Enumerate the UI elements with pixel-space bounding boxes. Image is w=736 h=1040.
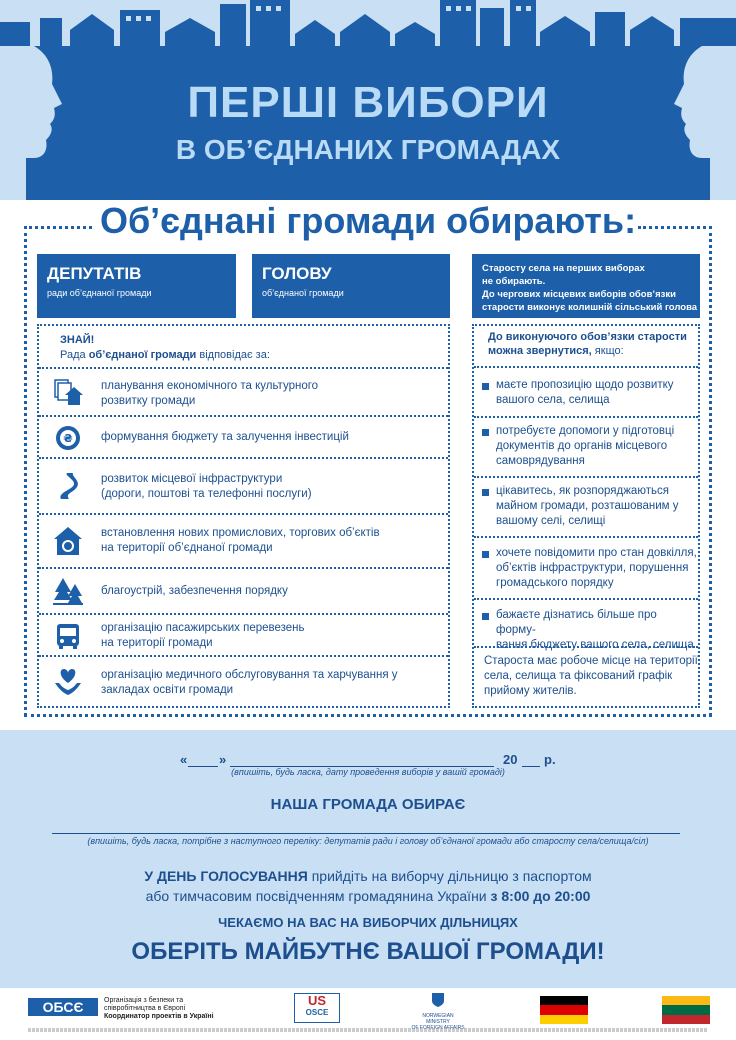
footer — [0, 988, 736, 1040]
documents-house-icon — [53, 377, 83, 407]
road-icon — [53, 471, 83, 501]
intro-bold: об’єднаної громади — [88, 349, 197, 361]
list-item — [474, 366, 698, 416]
us-logo-text: US — [307, 993, 327, 1008]
list-item — [39, 655, 448, 706]
chooses-heading: НАША ГРОМАДА ОБИРАЄ — [270, 796, 466, 813]
deputies-subtitle: ради об’єднаної громади — [47, 288, 152, 298]
bullet-icon — [482, 551, 489, 558]
list-item — [474, 416, 698, 476]
vote-text: прийдіть на виборчу дільницю з паспортом — [307, 868, 592, 884]
list-item-text: маєте пропозицію щодо розвитку — [496, 379, 674, 391]
date-close-quote: » — [219, 752, 227, 767]
divider — [24, 714, 712, 717]
germany-flag — [540, 996, 588, 1024]
us-osce-logo — [294, 993, 340, 1023]
list-item-text: організацію медичного обслуговування та харчування у — [101, 669, 398, 681]
bullet-icon — [482, 489, 489, 496]
head-subtitle: об’єднаної громади — [262, 288, 344, 298]
divider — [709, 226, 712, 716]
list-item-text: закладах освіти громади — [101, 684, 234, 696]
know-label: ЗНАЙ! — [60, 334, 95, 346]
list-item-text: бажаєте дізнатись більше про форму- — [496, 609, 657, 636]
bus-icon — [53, 621, 83, 651]
footer-fineprint — [28, 1028, 708, 1032]
list-item-text: об’єктів інфраструктури, порушення — [496, 562, 689, 574]
year-prefix: 20 — [503, 752, 518, 767]
lithuania-flag — [662, 996, 710, 1024]
starosta-panel — [472, 324, 700, 708]
bottom-section — [0, 730, 736, 988]
starosta-intro — [488, 330, 687, 358]
list-item — [39, 567, 448, 613]
slogan: ОБЕРІТЬ МАЙБУТНЄ ВАШОЇ ГРОМАДИ! — [131, 938, 605, 965]
recycle-house-icon — [53, 526, 83, 556]
list-item-text: громадського порядку — [496, 577, 614, 589]
list-item-text: потребуєте допомоги у підготовці — [496, 425, 675, 437]
list-item — [39, 457, 448, 513]
list-item — [39, 513, 448, 567]
divider — [638, 226, 712, 229]
us-logo-sub: OSCE — [305, 1008, 329, 1017]
bullet-icon — [482, 429, 489, 436]
osce-line: Організація з безпеки та — [104, 997, 184, 1004]
list-item-text: (дороги, поштові та телефонні послуги) — [101, 488, 312, 500]
osce-line: Координатор проектів в Україні — [104, 1013, 214, 1020]
list-item-text: майном громади, розташованим у — [496, 500, 679, 512]
vote-text: або тимчасовим посвідченням громадянина України — [145, 888, 491, 904]
bullet-icon — [482, 383, 489, 390]
starosta-line: старости виконує колишній сільський голова — [482, 302, 698, 313]
council-intro — [60, 333, 270, 363]
intro-text: Рада — [60, 349, 89, 361]
city-skyline-icon — [0, 0, 736, 50]
divider — [24, 226, 92, 229]
osce-line: співробітництва в Європі — [104, 1005, 186, 1012]
list-item — [39, 415, 448, 457]
note-text: села, селища та фіксований графік — [484, 670, 673, 682]
list-item-text: розвитку громади — [101, 395, 196, 407]
list-item-text: вашого села, селища — [496, 394, 610, 406]
hryvnia-coin-icon — [53, 423, 83, 453]
list-item-text: документів до органів місцевого — [496, 440, 668, 452]
note-text: Староста має робоче місце на території — [484, 655, 698, 667]
vote-bold: У ДЕНЬ ГОЛОСУВАННЯ — [144, 868, 308, 884]
list-item — [474, 598, 698, 651]
osce-text — [104, 997, 214, 1021]
starosta-box — [472, 254, 700, 318]
svg-text:₴: ₴ — [63, 432, 73, 445]
date-open-quote: « — [180, 752, 188, 767]
norway-crest-icon — [431, 992, 445, 1008]
starosta-box-text — [482, 262, 697, 314]
list-item-text: організацію пасажирських перевезень — [101, 622, 305, 634]
trees-icon — [53, 576, 83, 606]
list-item-text: встановлення нових промислових, торгових об’єктів — [101, 527, 380, 539]
council-panel — [37, 324, 450, 708]
date-hint: (впишіть, будь ласка, дату проведення виборів у вашій громаді) — [231, 767, 505, 777]
deputies-box — [37, 254, 236, 318]
poster-title: ПЕРШІ ВИБОРИ — [187, 78, 549, 127]
head-title: ГОЛОВУ — [262, 264, 332, 283]
list-item — [474, 476, 698, 536]
waiting-text: ЧЕКАЄМО НА ВАС НА ВИБОРЧИХ ДІЛЬНИЦЯХ — [218, 915, 518, 930]
list-item-text: вашому селі, селищі — [496, 515, 606, 527]
vote-time: з 8:00 до 20:00 — [490, 888, 591, 904]
head-box — [252, 254, 450, 318]
year-suffix: р. — [544, 752, 556, 767]
header — [0, 0, 736, 200]
list-item-text: планування економічного та культурного — [101, 380, 319, 392]
list-item — [39, 613, 448, 655]
list-item — [39, 367, 448, 415]
list-item — [474, 536, 698, 598]
intro-text: якщо: — [591, 345, 624, 357]
list-item-text: на території об’єднаної громади — [101, 542, 273, 554]
list-item-text: самоврядування — [496, 455, 585, 467]
starosta-note — [474, 646, 698, 706]
list-item-text: формування бюджету та залучення інвестицій — [101, 431, 349, 443]
starosta-line: До чергових місцевих виборів обов’язки — [482, 289, 676, 300]
list-item-text: благоустрій, забезпечення порядку — [101, 585, 288, 597]
choice-field[interactable] — [52, 833, 680, 834]
starosta-line: не обирають. — [482, 276, 546, 287]
starosta-line: Старосту села на перших виборах — [482, 263, 645, 274]
norway-line: NORWEGIAN MINISTRY — [422, 1013, 454, 1025]
intro-text: відповідає за: — [196, 349, 270, 361]
section-title: Об’єднані громади обирають: — [99, 200, 637, 241]
list-item-text: хочете повідомити про стан довкілля, — [496, 547, 697, 559]
choice-hint: (впишіть, будь ласка, потрібне з наступного переліку: депутатів ради і голову об’єднаної громади або старосту села/селища/сіл) — [87, 836, 649, 846]
intro-bold: До виконуючого обов’язки старости — [488, 331, 687, 343]
poster-subtitle: В ОБ’ЄДНАНИХ ГРОМАДАХ — [175, 134, 561, 165]
osce-logo: ОБСЄ — [28, 998, 98, 1016]
deputies-title: ДЕПУТАТІВ — [47, 264, 142, 283]
heart-hands-icon — [53, 667, 83, 697]
norway-logo — [410, 992, 466, 1031]
list-item-text: цікавитесь, як розпоряджаються — [496, 485, 669, 497]
list-item-text: розвиток місцевої інфраструктури — [101, 473, 283, 485]
voting-instructions — [0, 866, 736, 906]
list-item-text: вання бюджету вашого села, селища — [496, 639, 694, 651]
bullet-icon — [482, 613, 489, 620]
list-item-text: на території громади — [101, 637, 213, 649]
intro-bold: можна звернутися, — [488, 345, 592, 357]
divider — [24, 226, 27, 716]
note-text: прийому жителів. — [484, 685, 577, 697]
